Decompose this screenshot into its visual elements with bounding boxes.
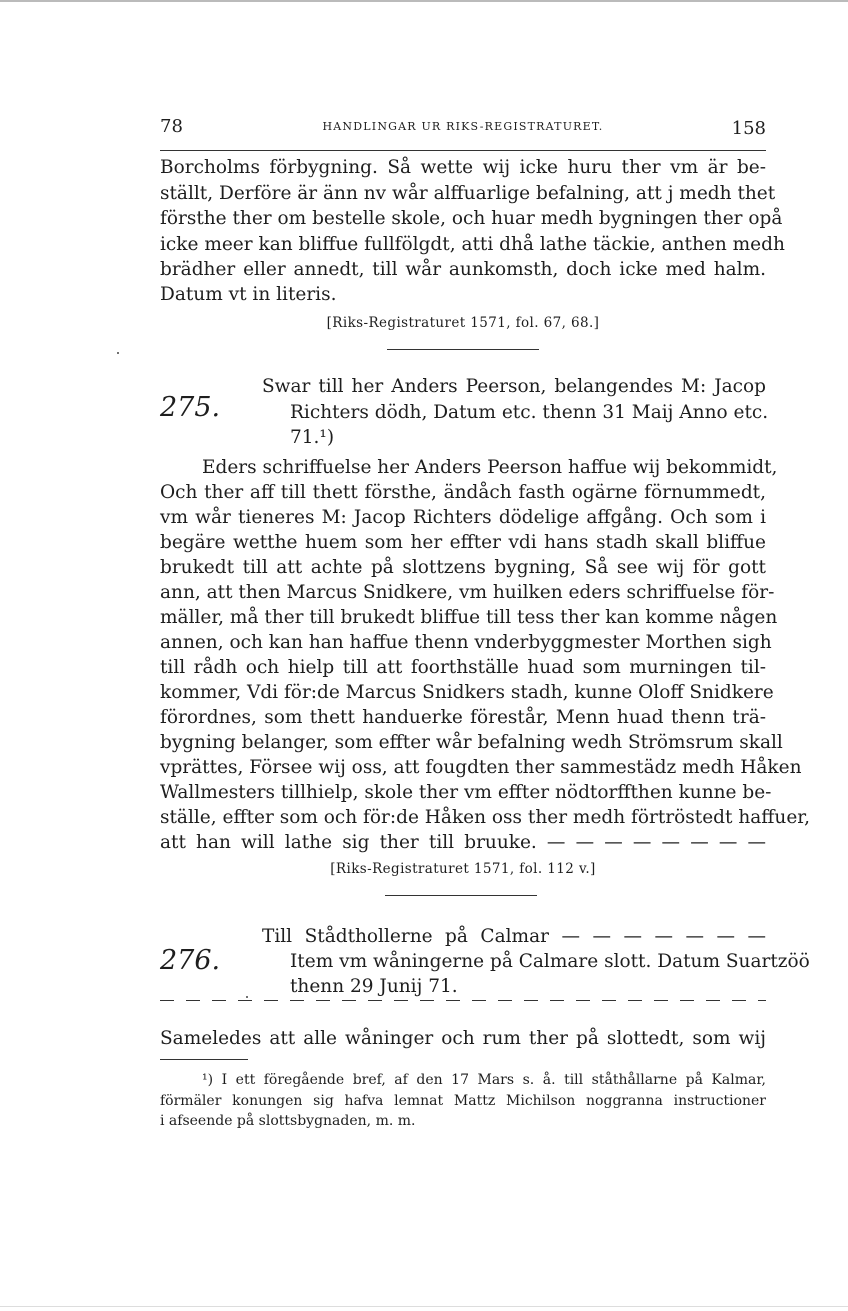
page-number-left: 78: [160, 116, 183, 137]
entry-heading-line: 71.¹): [290, 427, 335, 448]
text-line: Eders schriffuelse her Anders Peerson haffue wij bekommidt,: [202, 457, 778, 478]
text-line: Wallmesters tillhielp, skole ther vm effter nödtorffthen kunne be-: [160, 782, 772, 803]
scan-edge-top: [0, 0, 848, 2]
scan-speck: [246, 996, 248, 998]
page-header: [160, 116, 766, 144]
entry-heading-line: Item vm wåningerne på Calmare slott. Datum Suartzöö: [290, 951, 810, 972]
text-line: att han will lathe sig ther till bruuke. — — — — — — — —: [160, 832, 766, 853]
text-line: annen, och kan han haffue thenn vnderbyggmester Morthen sigh: [160, 632, 772, 653]
footnote-line: i afseende på slottsbygnaden, m. m.: [160, 1113, 416, 1129]
text-line: Och ther aff till thett försthe, ändåch fasth ogärne förnummedt,: [160, 482, 766, 503]
text-line: förordnes, som thett handuerke förestår, Menn huad thenn trä-: [160, 707, 766, 728]
text-line: begäre wetthe huem som her effter vdi hans stadh skall bliffue: [160, 532, 766, 553]
entry-heading-line: Till Stådthollerne på Calmar — — — — — — —: [262, 926, 766, 947]
text-line: bygning belanger, som effter wår befalning wedh Strömsrum skall: [160, 732, 783, 753]
footnote-line: ¹) I ett föregående bref, af den 17 Mars s. å. till ståthållarne på Kalmar,: [202, 1072, 766, 1088]
text-line: mäller, må ther till brukedt bliffue till tess ther kan komme någen: [160, 607, 778, 628]
running-title: HANDLINGAR UR RIKS-REGISTRATURET.: [322, 120, 604, 133]
header-rule: [160, 150, 766, 151]
text-line: Sameledes att alle wåninger och rum ther på slottedt, som wij: [160, 1028, 766, 1049]
text-line: ställe, effter som och för:de Håken oss ther medh förtröstedt haffuer,: [160, 807, 810, 828]
section-separator: [385, 895, 537, 896]
dash-rule: [160, 1000, 766, 1001]
entry-heading-line: thenn 29 Junij 71.: [290, 976, 458, 997]
entry-heading-line: Richters dödh, Datum etc. thenn 31 Maij Anno etc.: [290, 402, 769, 423]
text-line: vm wår tieneres M: Jacop Richters dödelige affgång. Och som i: [160, 507, 766, 528]
page-number-right: 158: [731, 118, 766, 139]
text-line: brädher eller annedt, till wår aunkomsth, doch icke med halm.: [160, 259, 766, 280]
section-separator: [387, 349, 539, 350]
text-line: brukedt till att achte på slottzens bygning, Så see wij för gott: [160, 557, 766, 578]
text-line: försthe ther om bestelle skole, och huar medh bygningen ther opå: [160, 208, 783, 229]
entry-heading-line: Swar till her Anders Peerson, belangendes M: Jacop: [262, 376, 766, 397]
scan-speck: [117, 352, 119, 354]
text-line: Borcholms förbygning. Så wette wij icke huru ther vm är be-: [160, 157, 766, 178]
text-line: vprättes, Försee wij oss, att fougdten ther sammestädz medh Håken: [160, 757, 802, 778]
footnote-rule: [160, 1059, 248, 1060]
entry-number: 275.: [160, 392, 221, 423]
text-line: ann, att then Marcus Snidkere, vm huilken eders schriffuelse för-: [160, 582, 775, 603]
text-line: Datum vt in literis.: [160, 284, 337, 305]
citation: [Riks-Registraturet 1571, fol. 112 v.]: [330, 861, 596, 877]
text-line: till rådh och hielp till att foorthställe huad som murningen til-: [160, 657, 766, 678]
entry-number: 276.: [160, 945, 221, 976]
scan-edge-bottom: [0, 1306, 848, 1307]
footnote-line: förmäler konungen sig hafva lemnat Mattz Michilson noggranna instructioner: [160, 1093, 766, 1109]
text-line: icke meer kan bliffue fullfölgdt, atti dhå lathe täckie, anthen medh: [160, 234, 785, 255]
text-line: kommer, Vdi för:de Marcus Snidkers stadh, kunne Oloff Snidkere: [160, 682, 774, 703]
text-line: ställt, Derföre är änn nv wår alffuarlige befalning, att j medh thet: [160, 183, 776, 204]
citation: [Riks-Registraturet 1571, fol. 67, 68.]: [326, 315, 600, 331]
